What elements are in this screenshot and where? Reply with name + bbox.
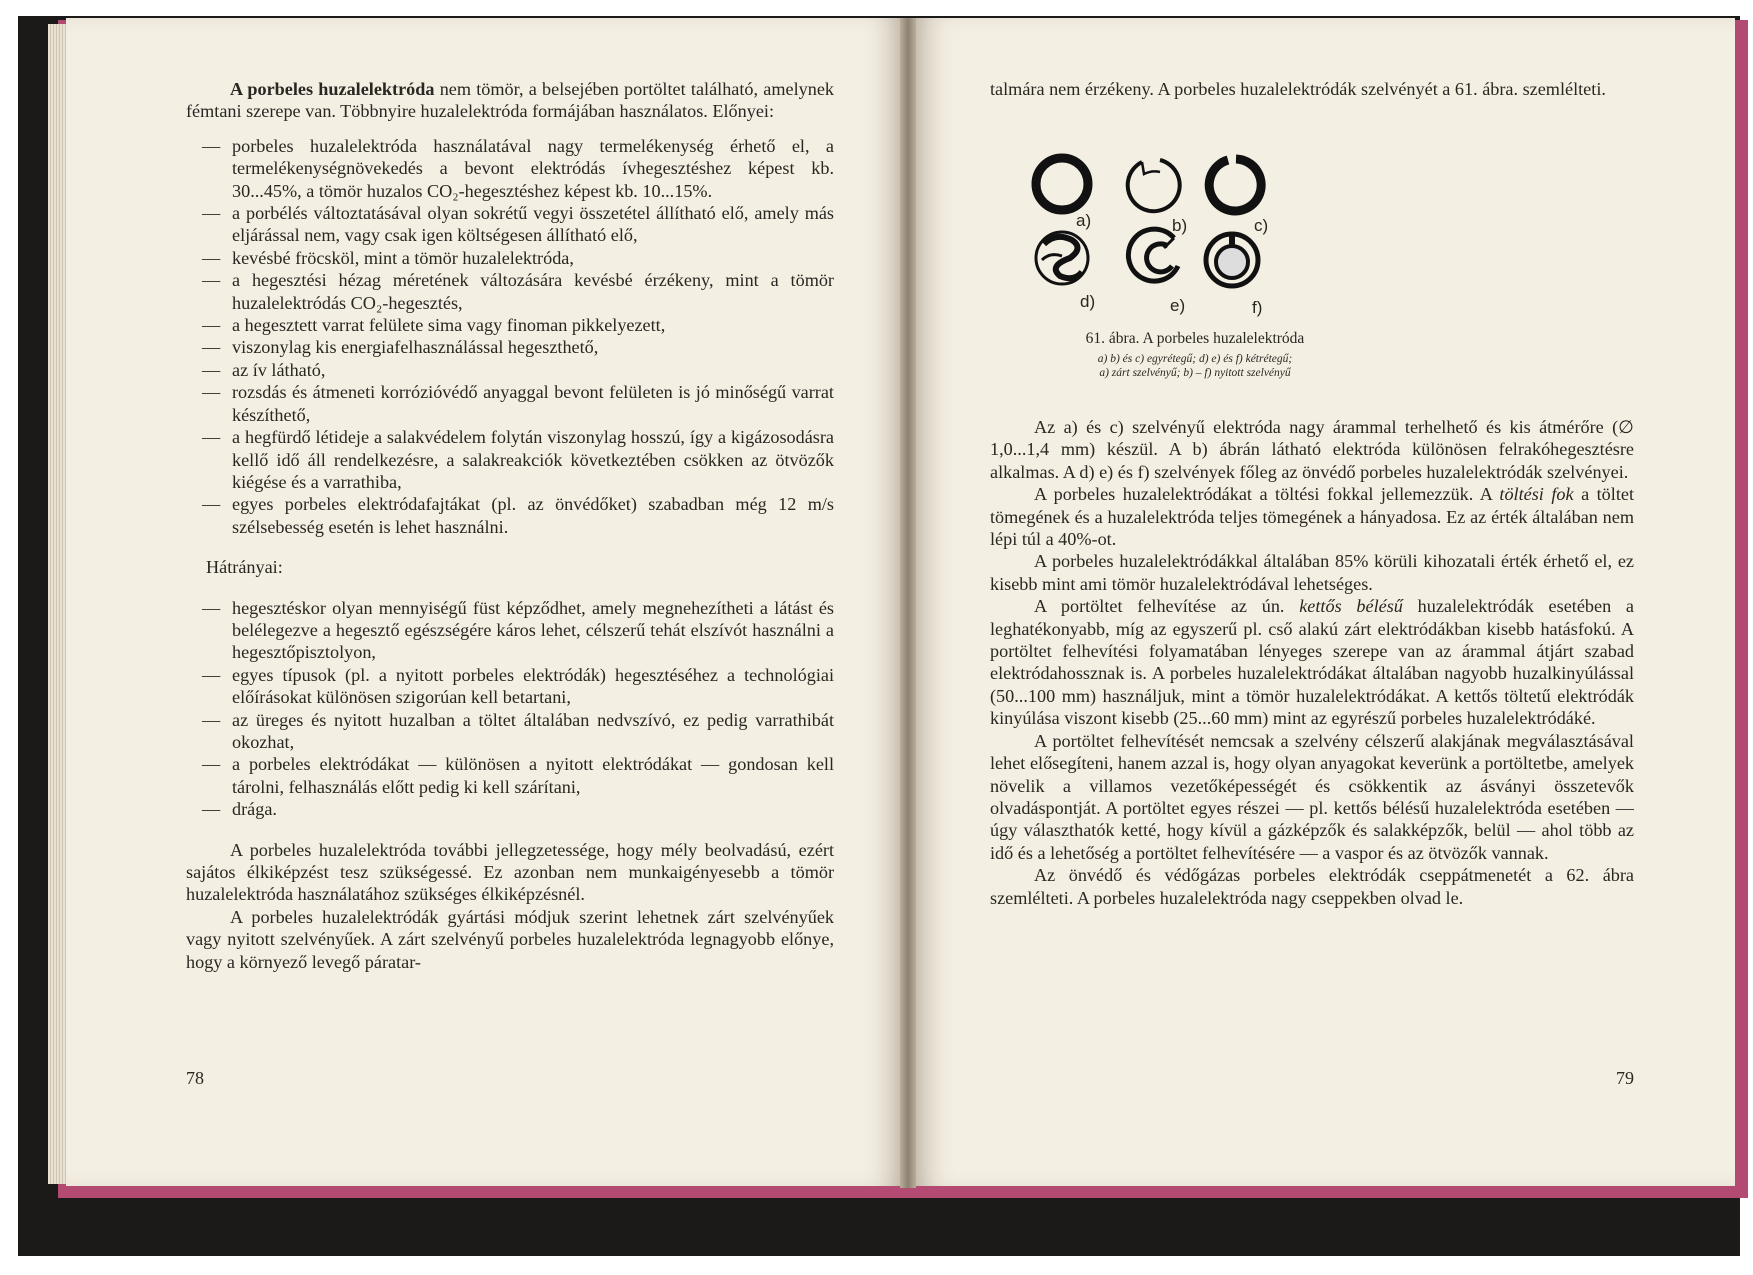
body-paragraph: Az a) és c) szelvényű elektróda nagy árammal terhelhető és kis átmérőre (∅ 1,0...1,4 mm) készül. A b) ábrán látható elektróda különösen felrakóhegesztésre alkalmas. A d) e) és f) szelvények főleg az önvédő porbeles huzalelektródák szelvényei. (990, 417, 1634, 482)
page-number-right: 79 (1616, 1068, 1634, 1088)
disadvantages-list (206, 597, 834, 821)
figure-label-e: e) (1170, 296, 1186, 315)
figure-caption-title: 61. ábra. A porbeles huzalelektróda (1085, 330, 1305, 347)
body-paragraph: A porbeles huzalelektródákat a töltési fokkal jellemezzük. A töltési fok a töltet tömegének és a huzalelektróda teljes tömegének a hányadosa. Ez az érték általában nem lépi túl a 40%-ot. (990, 484, 1634, 550)
section-e-icon (1128, 229, 1178, 281)
page-number-left: 78 (186, 1068, 204, 1088)
figure-label-c: c) (1254, 216, 1269, 235)
advantages-list (206, 135, 834, 538)
body-paragraph: A portöltet felhevítése az ún. kettős bélésű huzalelektródák esetében a leghatékonyabb, míg az egyszerű pl. cső alakú zárt elektródákban kisebb hatásfokú. A portöltet felhevítési folyamatában lényeges szerepe van az árammal átjárt szabad elektródahossznak is. A porbeles huzalelektródákat általában nagyobb huzalkinyúlással (50...100 mm) használjuk, mint a tömör huzalelektródákat. A kettős töltetű elektródák kinyúlása viszont kisebb (25...60 mm) mint az egyrészű porbeles huzalelektródáké. (990, 596, 1635, 729)
intro-text: nem tömör, a belsejében portöltet található, amelynek fémtani szerepe van. Többnyire huzalelektróda formájában használatos. Előnyei: (186, 79, 834, 122)
intro-term: A porbeles huzalelektróda (230, 79, 435, 99)
list-item: — az üreges és nyitott huzalban a töltet általában nedvszívó, ez pedig varrathibát okozhat, (206, 709, 834, 754)
list-item: — hegesztéskor olyan mennyiségű füst képződhet, amely megnehezítheti a látást és belélegezve a hegesztő egészségére káros lehet, célszerű tehát elszívót használni a hegesztőpisztolyon, (206, 597, 834, 664)
intro-paragraph (186, 78, 834, 123)
body-paragraph: Az önvédő és védőgázas porbeles elektródák cseppátmenetét a 62. ábra szemlélteti. A porbeles huzalelektróda nagy cseppekben olvad le. (990, 865, 1634, 908)
body-paragraph: A porbeles huzalelektródákkal általában 85% körüli kihozatali érték érhető el, ez kisebb mint ami tömör huzalelektródával lehetséges. (990, 551, 1634, 594)
list-item: — a porbeles elektródákat — különösen a nyitott elektródákat — gondosan kell tárolni, felhasználás előtt pedig ki kell szárítani, (206, 753, 834, 798)
figure-caption-sub (1030, 352, 1360, 380)
book-gutter (900, 18, 916, 1188)
body-paragraph: A portöltet felhevítését nemcsak a szelvény célszerű alakjának megválasztásával lehet elősegíteni, hanem azzal is, hogy olyan anyagokat keverünk a portöltetbe, amelyek növelik a villamos vezetőképességét és csökkentik az ásványi összetevők olvadáspontját. A portöltet egyes részei — pl. kettős bélésű huzalelektróda esetében — úgy választhatók ketté, hogy kívül a gázképzők és salakképzők, belül — ahol több az idő és a lehetőség a portöltet felhevítésére — a vaspor és az ötvözők vannak. (990, 730, 1634, 863)
section-c-icon (1209, 159, 1261, 211)
figure-label-b: b) (1172, 216, 1188, 235)
disadvantages-heading: Hátrányai: (206, 557, 283, 578)
list-item: — rozsdás és átmeneti korrózióvédő anyaggal bevont felületen is jó minőségű varrat készíthető, (206, 381, 834, 426)
list-item: — viszonylag kis energiafelhasználással hegeszthető, (206, 336, 834, 358)
list-item: — egyes porbeles elektródafajtákat (pl. az önvédőket) szabadban még 12 m/s szélsebesség esetén is lehet használni. (206, 493, 834, 538)
figure-caption-line: a) b) és c) egyrétegű; d) e) és f) kétrétegű; (1097, 353, 1293, 365)
figure-caption-line: a) zárt szelvényű; b) – f) nyitott szelvényű (1099, 367, 1291, 379)
term-toltesi-fok: töltési fok (1499, 484, 1574, 505)
list-item: — az ív látható, (206, 359, 834, 381)
right-page-text-bottom (990, 416, 1634, 909)
section-a-icon (1036, 158, 1088, 210)
body-paragraph: A porbeles huzalelektróda további jellegzetessége, hogy mély beolvadású, ezért sajátos élkiképzést tesz szükségessé. Ez azonban nem munkaigényesebb a tömör huzalelektróda használatához szükséges élkiképzésnél. (186, 839, 834, 905)
figure-label-d: d) (1080, 292, 1096, 311)
figure-label-f: f) (1252, 298, 1263, 317)
list-item: — porbeles huzalelektróda használatával nagy termelékenység érhető el, a termelékenységnövekedés a bevont elektródás ívhegesztéshez képest kb. 30...45%, a tömör huzalos CO₂-hegesztéshez képest kb. 10...15%. (206, 135, 834, 202)
body-paragraph: talmára nem érzékeny. A porbeles huzalelektródák szelvényét a 61. ábra. szemlélteti. (990, 79, 1606, 99)
section-d-icon (1036, 232, 1088, 284)
term-kettos-belesu: kettős bélésű (1299, 596, 1403, 617)
list-item: — a hegesztett varrat felülete sima vagy finoman pikkelyezett, (206, 314, 834, 336)
list-item: — a hegfürdő létideje a salakvédelem folytán viszonylag hosszú, így a kigázosodásra kellő idő áll rendelkezésre, a salakreakciók következtében csökken az ötvözők kiégése és a varrathiba, (206, 426, 834, 493)
list-item: — kevésbé fröcsköl, mint a tömör huzalelektróda, (206, 247, 834, 269)
list-item: — a hegesztési hézag méretének változására kevésbé érzékeny, mint a tömör huzalelektródás CO₂-hegesztés, (206, 269, 834, 314)
list-item: — a porbélés változtatásával olyan sokrétű vegyi összetétel állítható elő, amely más eljárással nem, vagy csak igen költségesen állítható elő, (206, 202, 834, 247)
right-page-text-top (990, 78, 1634, 100)
section-f-icon (1206, 234, 1258, 286)
left-page-text (186, 78, 834, 973)
list-item: — egyes típusok (pl. a nyitott porbeles elektródák) hegesztéséhez a technológiai előírásokat különösen szigorúan kell betartani, (206, 664, 834, 709)
section-b-icon (1128, 160, 1180, 211)
figure-label-a: a) (1076, 211, 1092, 230)
body-paragraph: A porbeles huzalelektródák gyártási módjuk szerint lehetnek zárt szelvényűek vagy nyitott szelvényűek. A zárt szelvényű porbeles huzalelektróda legnagyobb előnye, hogy a környező levegő páratar- (186, 906, 834, 972)
list-item: — drága. (206, 798, 834, 820)
